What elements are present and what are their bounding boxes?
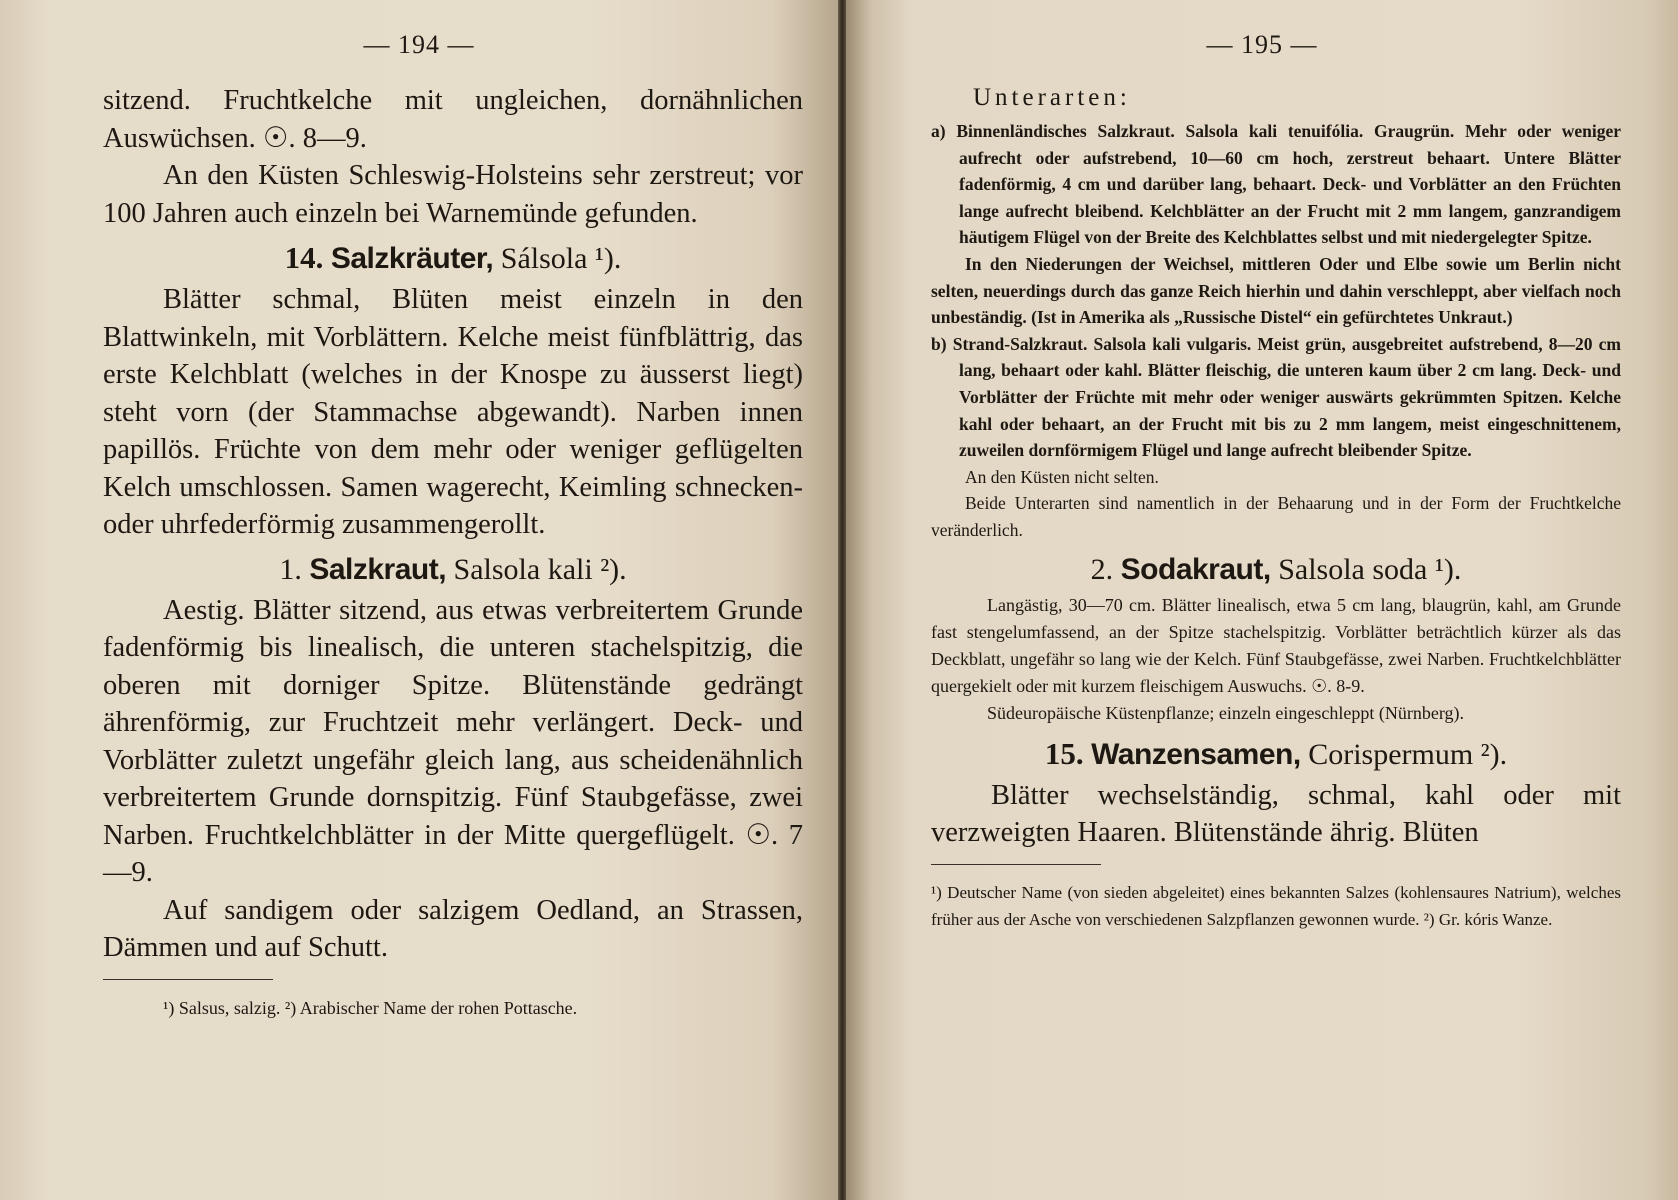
heading-wanzensamen bbox=[931, 732, 1621, 777]
heading-number: 15. bbox=[1044, 735, 1084, 771]
left-page bbox=[0, 0, 838, 1200]
left-footnote: ¹) Salsus, salzig. ²) Arabischer Name der rohen Pottasche. bbox=[163, 997, 578, 1018]
page-number-right: — 195 — bbox=[1206, 30, 1318, 59]
left-page-body bbox=[103, 82, 803, 1022]
left-paragraph-4: Aestig. Blätter sitzend, aus etwas verbreitertem Grunde fadenförmig bis linealisch, die unteren stachelspitzig, die oberen mit dorniger Spitze. Blütenstände gedrängt ährenförmig, zur Fruchtzeit mehr verlängert. Deck- und Vorblätter zuletzt ungefähr gleich lang, aus scheidenähnlich verbreitertem Grunde dornspitzig. Fünf Staubgefässe, zwei Narben. Fruchtkelchblätter in der Mitte quergeflügelt. ☉. 7—9. bbox=[103, 594, 803, 888]
subspecies-note: Beide Unterarten sind namentlich in der Behaarung und in der Form der Fruchtkelche veränderlich. bbox=[931, 493, 1621, 540]
heading-number: 2. bbox=[1090, 552, 1114, 586]
heading-salzkraeuter bbox=[103, 236, 803, 281]
heading-latin: Salsola kali ²). bbox=[453, 552, 627, 586]
heading-name: Sodakraut, bbox=[1120, 552, 1271, 586]
wanzensamen-paragraph: Blätter wechselständig, schmal, kahl oder mit verzweigten Haaren. Blütenstände ährig. Blüten bbox=[931, 779, 1621, 849]
heading-name: Salzkräuter, bbox=[330, 242, 494, 275]
left-paragraph-5: Auf sandigem oder salzigem Oedland, an Strassen, Dämmen und auf Schutt. bbox=[103, 894, 803, 963]
heading-latin: Salsola soda ¹). bbox=[1278, 552, 1462, 586]
footnote-rule bbox=[103, 979, 273, 980]
heading-number: 1. bbox=[279, 552, 302, 586]
heading-sodakraut bbox=[931, 548, 1621, 592]
right-page bbox=[846, 0, 1678, 1200]
heading-name: Salzkraut, bbox=[309, 552, 447, 586]
sodakraut-description: Langästig, 30—70 cm. Blätter linealisch, etwa 5 cm lang, blaugrün, kahl, am Grunde fast stengelumfassend, an der Spitze stachelspitzig. Vorblätter beträchtlich kürzer als das Deckblatt, ungefähr so lang wie der Kelch. Fünf Staubgefässe, zwei Narben. Fruchtkelchblätter quergekielt oder mit kurzem fleischigem Auswuchs. ☉. 8-9. bbox=[931, 594, 1621, 697]
heading-latin: Corispermum ²). bbox=[1308, 737, 1508, 771]
footnote-rule bbox=[931, 864, 1101, 865]
subspecies-b: b) Strand-Salzkraut. Salsola kali vulgaris. Meist grün, ausgebreitet aufstrebend, 8—20 cm lang, behaart oder kahl. Blätter fleischig, die unteren kaum über 2 cm lang. Deck- und Vorblätter der Früchte mit mehr oder weniger auswärts gekrümmten Spitzen. Kelche kahl oder behaart, an der Frucht mit bis zu 2 mm langem, meist eingeschnittenem, zuweilen dornförmigem Flügel und lange aufrecht bleibender Spitze. bbox=[931, 333, 1621, 461]
book-gutter bbox=[838, 0, 846, 1200]
sodakraut-distribution: Südeuropäische Küstenpflanze; einzeln eingeschleppt (Nürnberg). bbox=[987, 703, 1464, 724]
heading-name: Wanzensamen, bbox=[1091, 737, 1301, 771]
left-paragraph-3: Blätter schmal, Blüten meist einzeln in den Blattwinkeln, mit Vorblättern. Kelche meist fünfblättrig, das erste Kelchblatt (welches in der Knospe zu äusserst liegt) steht vorn (der Stammachse abgewandt). Narben innen papillös. Früchte von dem mehr oder weniger geflügelten Kelch umschlossen. Samen wagerecht, Keimling schnecken- oder uhrfederförmig zusammengerollt. bbox=[103, 284, 803, 540]
subspecies-a-distribution: In den Niederungen der Weichsel, mittleren Oder und Elbe sowie um Berlin nicht selten, neuerdings durch das ganze Reich hierhin und dahin verschleppt, aber vielfach noch unbeständig. (Ist in Amerika als „Russische Distel“ ein gefürchtetes Unkraut.) bbox=[931, 253, 1621, 328]
right-footnote: ¹) Deutscher Name (von sieden abgeleitet) eines bekannten Salzes (kohlensaures Natrium), welches früher aus der Asche von verschiedenen Salzpflanzen gewonnen wurde. ²) Gr. kóris Wanze. bbox=[931, 882, 1621, 929]
subspecies-a: a) Binnenländisches Salzkraut. Salsola kali tenuifólia. Graugrün. Mehr oder weniger aufrecht oder aufstrebend, 10—60 cm hoch, zerstreut behaart. Untere Blätter fadenförmig, 4 cm und darüber lang, behaart. Deck- und Vorblätter an den Früchten lange aufrecht bleibend. Kelchblätter an der Frucht mit 2 mm langem, ganzrandigem häutigem Flügel von der Breite des Kelchblattes selbst und mit niedergelegter Spitze. bbox=[931, 121, 1621, 248]
page-number-left: — 194 — bbox=[363, 30, 475, 59]
left-paragraph-2: An den Küsten Schleswig-Holsteins sehr zerstreut; vor 100 Jahren auch einzeln bei Warnemünde gefunden. bbox=[103, 160, 803, 229]
heading-latin: Sálsola ¹). bbox=[500, 242, 622, 275]
right-page-body bbox=[931, 80, 1621, 933]
subspecies-b-distribution: An den Küsten nicht selten. bbox=[965, 466, 1159, 487]
left-paragraph-1: sitzend. Fruchtkelche mit ungleichen, dornähnlichen Auswüchsen. ☉. 8—9. bbox=[103, 85, 803, 154]
heading-salzkraut bbox=[103, 548, 803, 592]
subspecies-title: Unterarten: bbox=[973, 84, 1131, 111]
heading-number: 14. bbox=[284, 240, 324, 275]
